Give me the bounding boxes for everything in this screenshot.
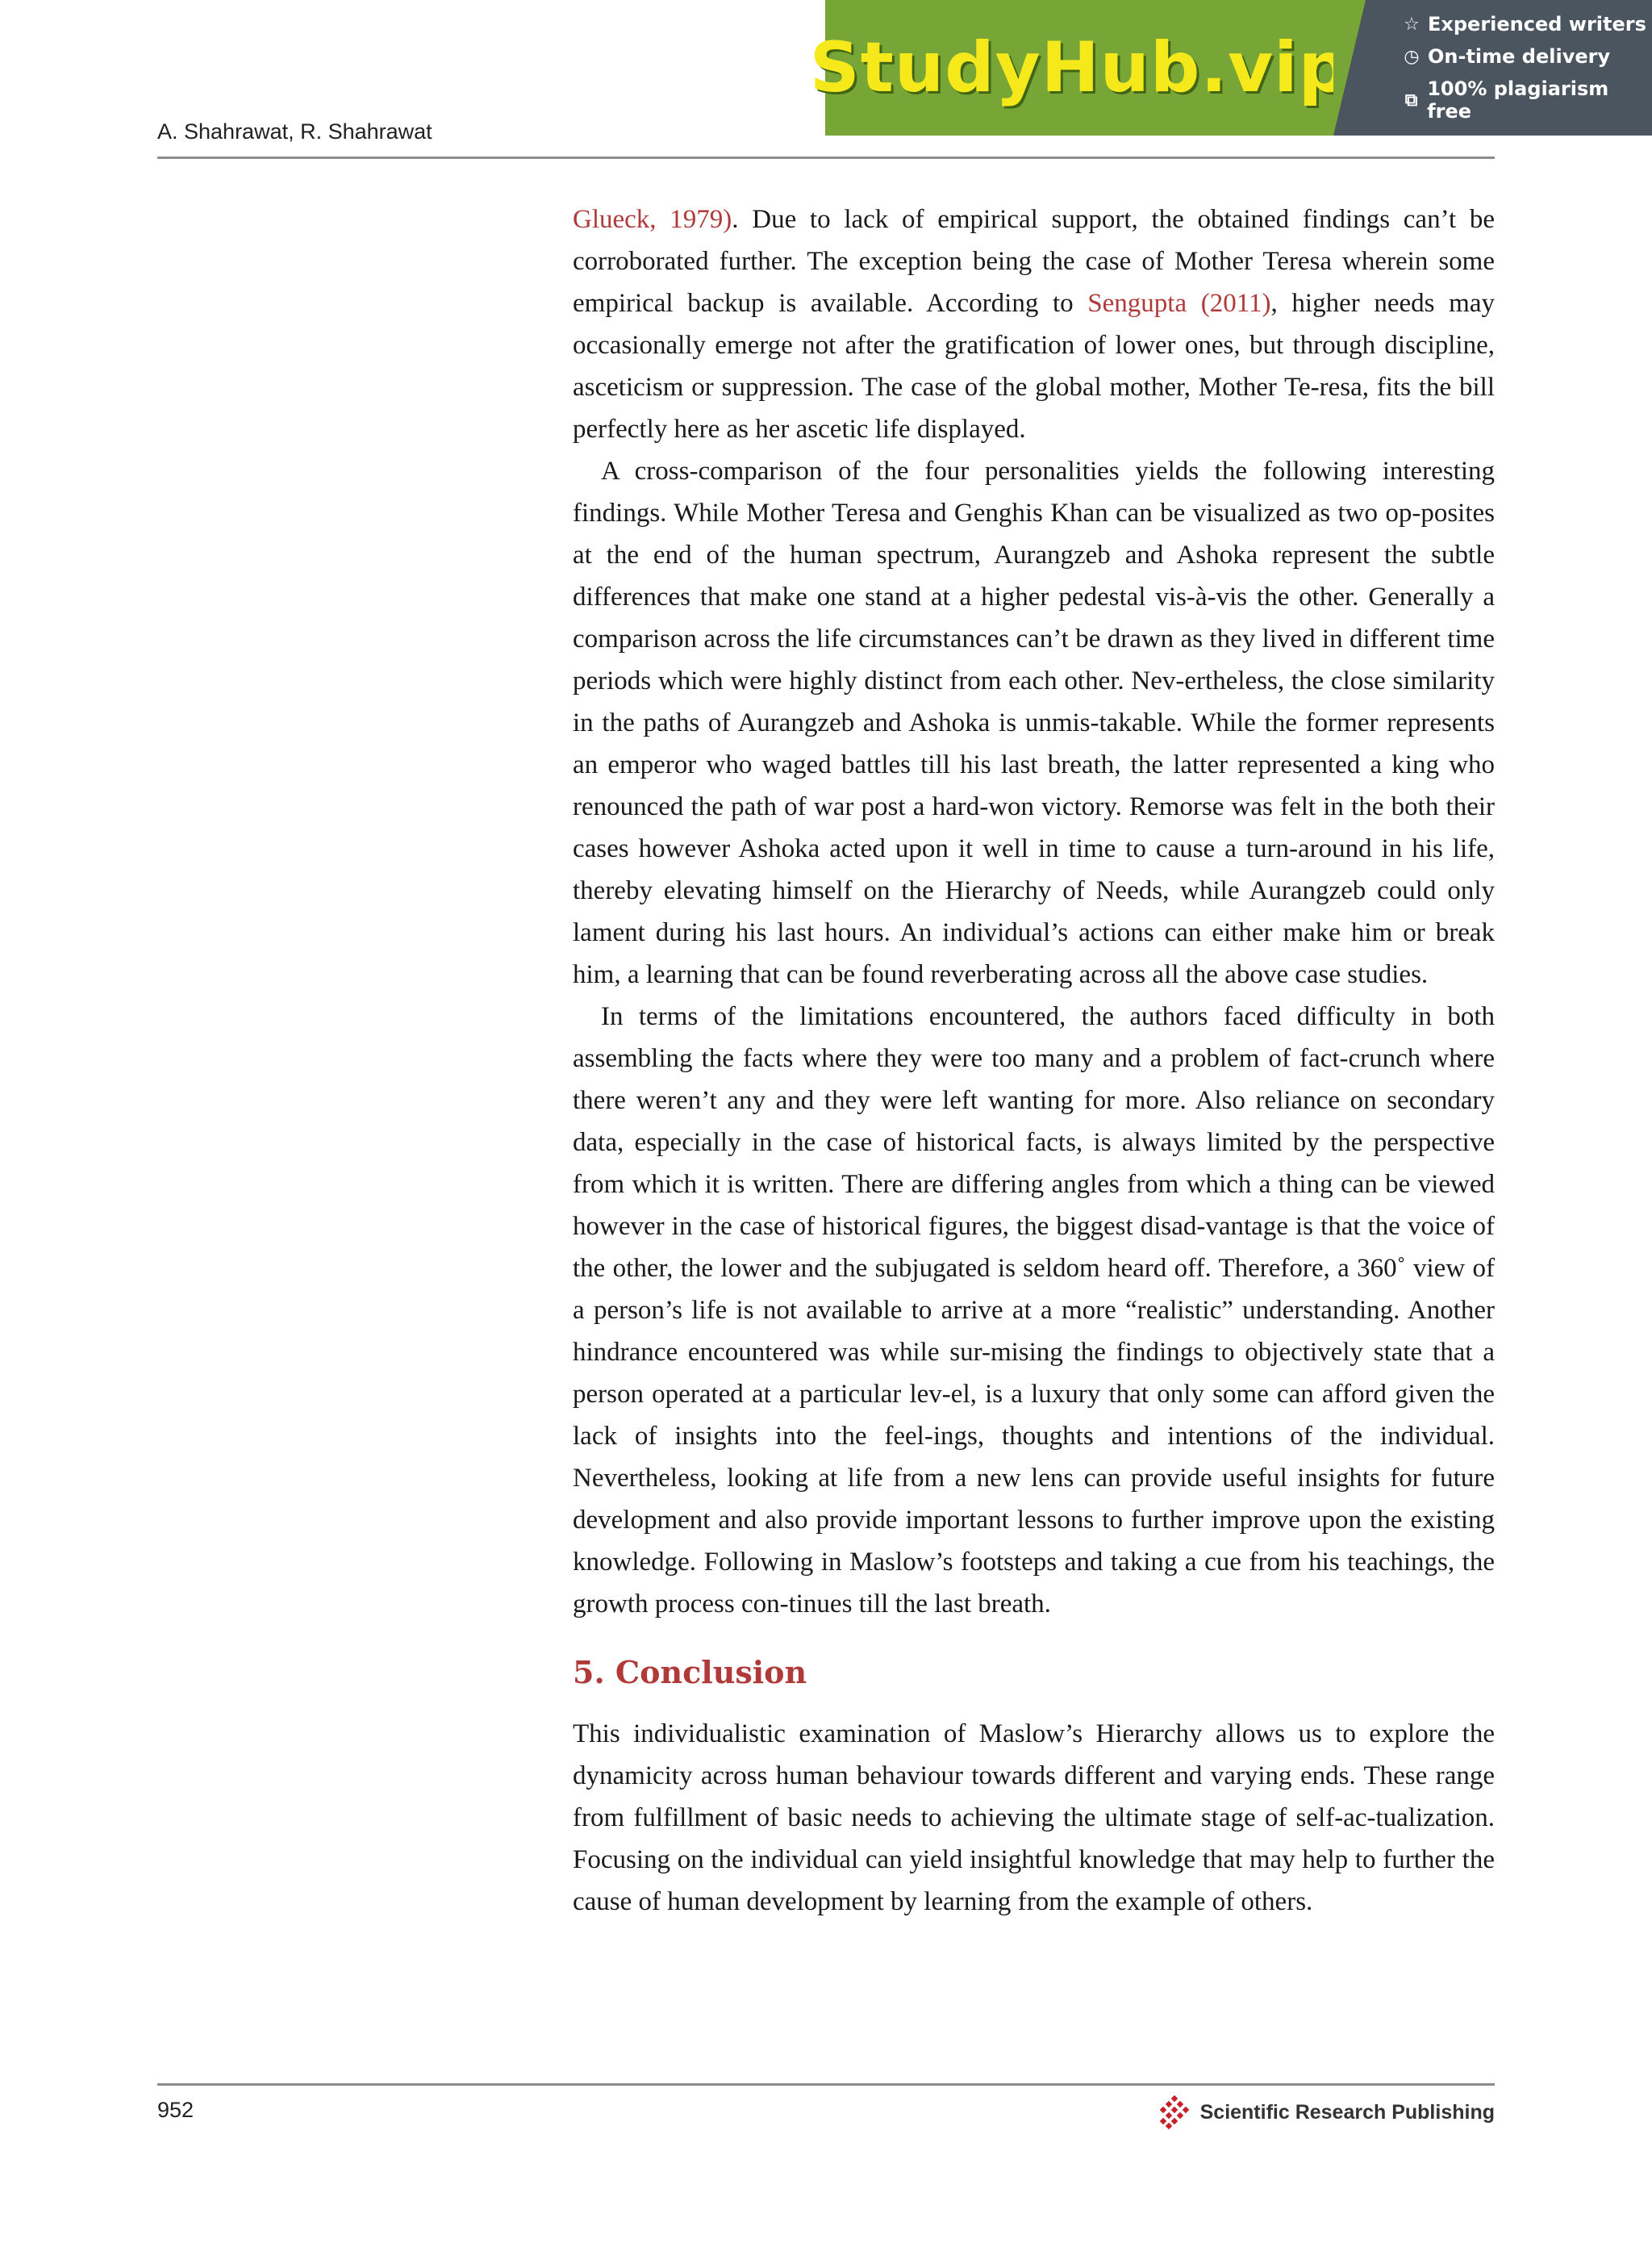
publisher-name: Scientific Research Publishing: [1199, 2100, 1495, 2124]
section-heading: 5. Conclusion: [573, 1654, 807, 1690]
paragraph: A cross-comparison of the four personalities yields the following interesting findings. While Mother Teresa and Genghis Khan can be visualized as two op-posites at the end of the human spectrum, Aurangzeb and Ashoka represent the subtle differences that make one stand at a higher pedestal vis-à-vis the other. Generally a comparison across the life circumstances can’t be drawn as they lived in different time periods which were highly distinct from each other. Nev-ertheless, the close similarity in the paths of Aurangzeb and Ashoka is unmis-takable. While the former represents an emperor who waged battles till his last breath, the latter represented a king who renounced the path of war post a hard-won victory. Remorse was felt in the both their cases however Ashoka acted upon it well in time to cause a turn-around in his life, thereby elevating himself on the Hierarchy of Needs, while Aurangzeb could only lament during his last hours. An individual’s actions can either make him or break him, a learning that can be found reverberating across all the above case studies.: [573, 457, 1495, 989]
banner-wedge: [1333, 0, 1366, 136]
studyhub-banner[interactable]: [809, 0, 1652, 136]
page-number: 952: [157, 2098, 194, 2122]
banner-feature: [1402, 77, 1652, 123]
clock-icon: ◷: [1404, 46, 1420, 67]
paragraph: In terms of the limitations encountered, the authors faced difficulty in both assembling the facts where they were too many and a problem of fact-crunch where there weren’t any and they were left wanting for more. Also reliance on secondary data, especially in the case of historical facts, is always limited by the perspective from which it is written. There are differing angles from which a thing can be viewed however in the case of historical figures, the biggest disad-vantage is that the voice of the other, the lower and the subjugated is seldom heard off. Therefore, a 360˚ view of a person’s life is not available to arrive at a more “realistic” understanding. Another hindrance encountered was while sur-mising the findings to objectively state that a person operated at a particular lev-el, is a luxury that only some can afford given the lack of insights into the feel-ings, thoughts and intentions of the individual. Nevertheless, looking at life from a new lens can provide useful insights for future development and also provide important lessons to further improve upon the existing knowledge. Following in Maslow’s footsteps and taking a cue from his teachings, the growth process con-tinues till the last breath.: [573, 1002, 1495, 1619]
banner-feature: [1402, 45, 1652, 68]
banner-feature-label: On-time delivery: [1428, 45, 1611, 68]
paragraph: [573, 198, 1495, 450]
copy-icon: ⧉: [1404, 90, 1418, 111]
article-body: [573, 198, 1495, 1923]
banner-logo: StudyHub.vip: [809, 27, 1350, 108]
paragraph: This individualistic examination of Maslow’s Hierarchy allows us to explore the dynamicity across human behaviour towards different and varying ends. These range from fulfillment of basic needs to achieving the ultimate stage of self-ac-tualization. Focusing on the individual can yield insightful knowledge that may help to further the cause of human development by learning from the example of others.: [573, 1719, 1495, 1916]
publisher-logo-icon: [1157, 2095, 1192, 2130]
banner-feature-label: 100% plagiarism free: [1427, 77, 1609, 123]
banner-feature: [1402, 13, 1652, 36]
banner-logo-panel: [809, 0, 1350, 136]
header-rule: [157, 157, 1495, 159]
citation-link[interactable]: Glueck, 1979): [573, 205, 732, 234]
publisher-mark: [1157, 2095, 1495, 2130]
running-head: A. Shahrawat, R. Shahrawat: [157, 119, 432, 144]
star-icon: ☆: [1404, 14, 1420, 35]
banner-feature-label: Experienced writers: [1428, 13, 1646, 36]
footer-rule: [157, 2083, 1495, 2086]
citation-link[interactable]: Sengupta (2011): [1087, 289, 1271, 318]
paragraph-text: . Due to lack of empirical support, the obtained findings can’t be corroborated further. The exception being the case of Mother Teresa wherein some empirical backup is available. According to: [573, 205, 1495, 318]
banner-features: [1333, 0, 1652, 136]
paragraph-text: , higher needs may occasionally emerge not after the gratification of lower ones, but through discipline, asceticism or suppression. The case of the global mother, Mother Te-resa, fits the bill perfectly here as her ascetic life displayed.: [573, 289, 1495, 444]
